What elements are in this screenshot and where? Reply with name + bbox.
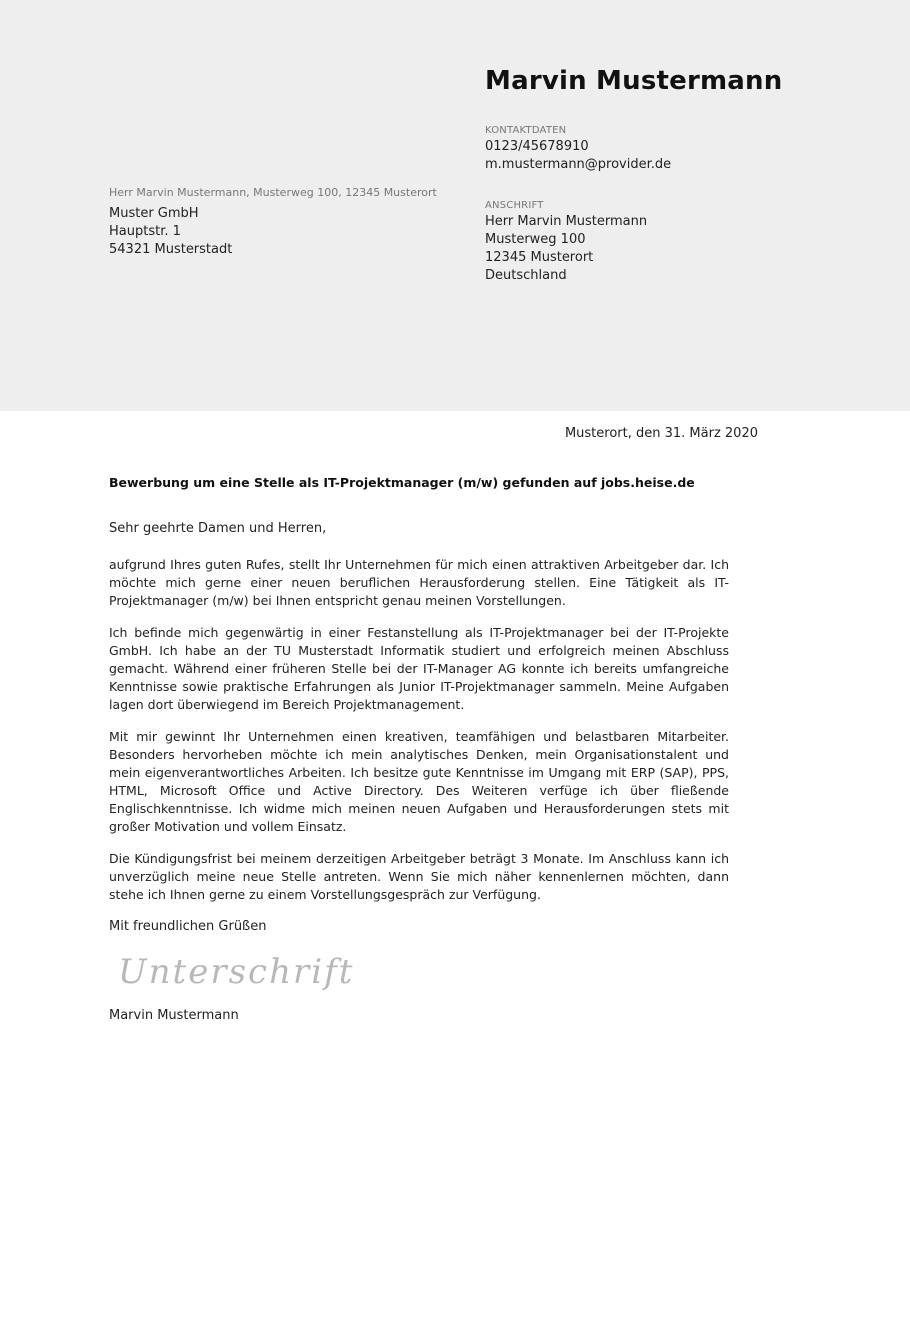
closing: Mit freundlichen Grüßen: [109, 919, 267, 934]
sender-name: Marvin Mustermann: [485, 66, 783, 96]
recipient-line: 54321 Musterstadt: [109, 242, 233, 257]
signer-name: Marvin Mustermann: [109, 1008, 239, 1023]
body-paragraph: Ich befinde mich gegenwärtig in einer Festanstellung als IT-Projektmanager bei der IT-Projekte GmbH. Ich habe an der TU Musterstadt Informatik studiert und erfolgreich meinen Abschluss gemacht. Während einer früheren Stelle bei der IT-Manager AG konnte ich bereits umfangreiche Kenntnisse sowie praktische Erfahrungen als Junior IT-Projektmanager sammeln. Meine Aufgaben lagen dort überwiegend im Bereich Projektmanagement.: [109, 625, 729, 712]
address-label: ANSCHRIFT: [485, 200, 544, 211]
return-address: Herr Marvin Mustermann, Musterweg 100, 12345 Musterort: [109, 186, 437, 199]
letter-subject: Bewerbung um eine Stelle als IT-Projektmanager (m/w) gefunden auf jobs.heise.de: [109, 475, 695, 490]
sender-address-line: Herr Marvin Mustermann: [485, 214, 648, 229]
signature-image: Unterschrift: [118, 952, 355, 992]
sender-address-line: Deutschland: [485, 268, 567, 283]
recipient-line: Hauptstr. 1: [109, 224, 181, 239]
sender-address-line: Musterweg 100: [485, 232, 586, 247]
recipient-line: Muster GmbH: [109, 206, 199, 221]
contact-label: KONTAKTDATEN: [485, 125, 567, 136]
sender-email: m.mustermann@provider.de: [485, 157, 672, 172]
sender-phone: 0123/45678910: [485, 139, 589, 154]
sender-address-line: 12345 Musterort: [485, 250, 594, 265]
salutation: Sehr geehrte Damen und Herren,: [109, 521, 327, 536]
letter-date: Musterort, den 31. März 2020: [564, 426, 758, 441]
body-paragraph: aufgrund Ihres guten Rufes, stellt Ihr Unternehmen für mich einen attraktiven Arbeitgeber dar. Ich möchte mich gerne einer neuen beruflichen Herausforderung stellen. Eine Tätigkeit als IT-Projektmanager (m/w) bei Ihnen entspricht genau meinen Vorstellungen.: [109, 557, 729, 608]
body-paragraph: Die Kündigungsfrist bei meinem derzeitigen Arbeitgeber beträgt 3 Monate. Im Anschluss kann ich unverzüglich meine neue Stelle antreten. Wenn Sie mich näher kennenlernen möchten, dann stehe ich Ihnen gerne zu einem Vorstellungsgespräch zur Verfügung.: [109, 851, 729, 902]
body-paragraph: Mit mir gewinnt Ihr Unternehmen einen kreativen, teamfähigen und belastbaren Mitarbeiter. Besonders hervorheben möchte ich mein analytisches Denken, mein Organisationstalent und mein eigenverantwortliches Arbeiten. Ich besitze gute Kenntnisse im Umgang mit ERP (SAP), PPS, HTML, Microsoft Office und Active Directory. Des Weiteren verfüge ich über fließende Englischkenntnisse. Ich widme mich meinen neuen Aufgaben und Herausforderungen stets mit großer Motivation und vollem Einsatz.: [109, 729, 729, 834]
